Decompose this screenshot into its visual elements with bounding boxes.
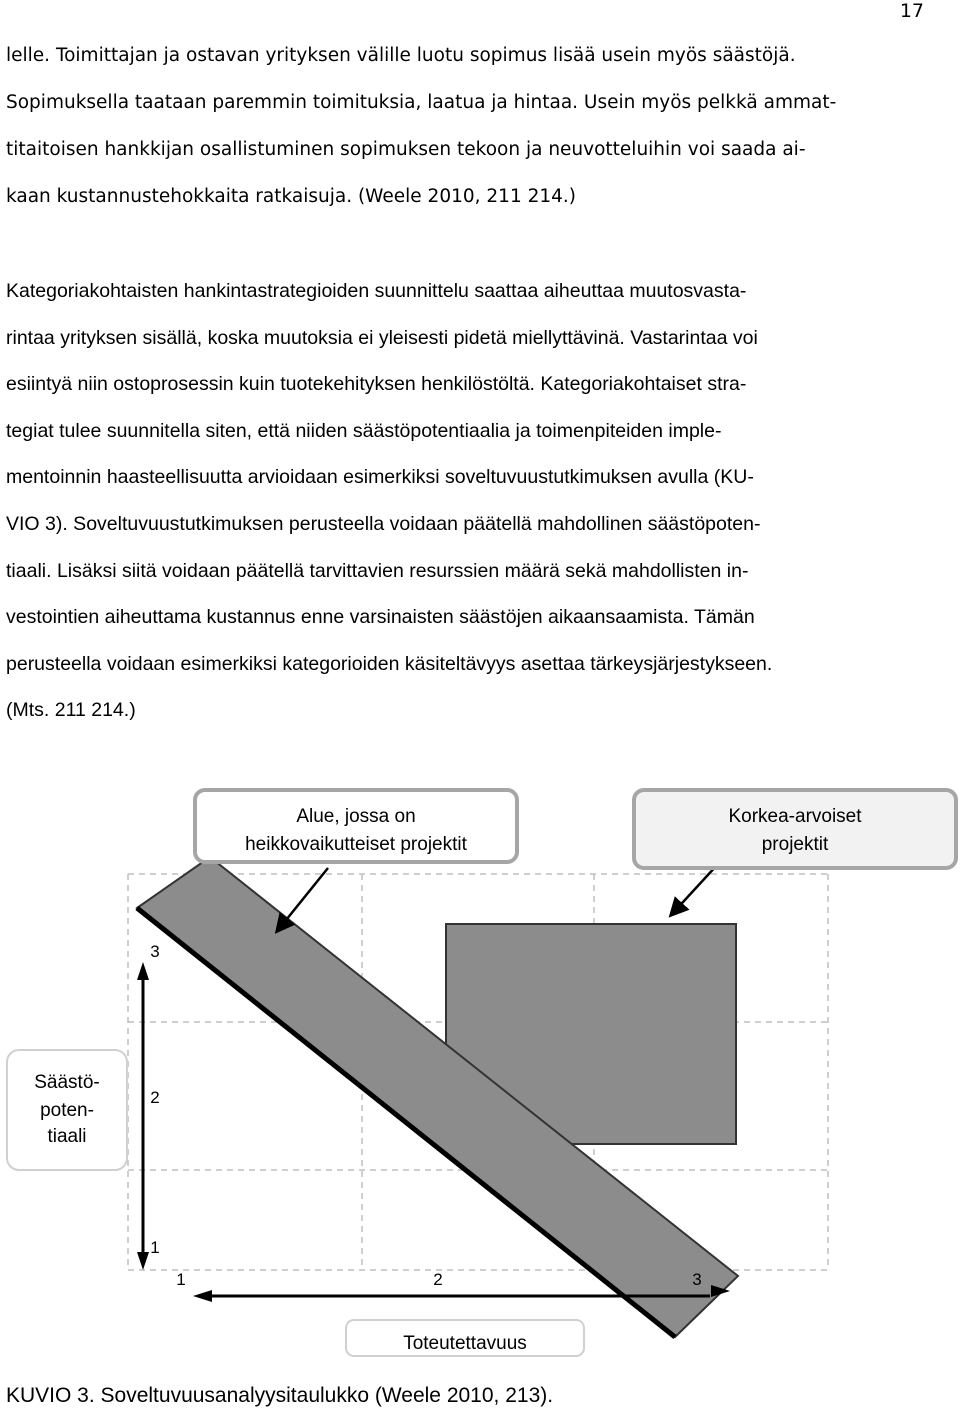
- text-line: lelle. Toimittajan ja ostavan yrityksen välille luotu sopimus lisää usein myös säästöjä.: [6, 45, 796, 66]
- callout-low-impact-line1: Alue, jossa on: [296, 806, 416, 827]
- figure-caption: KUVIO 3. Soveltuvuusanalyysitaulukko (Weele 2010, 213).: [6, 1384, 554, 1407]
- page-number: 17: [899, 0, 924, 22]
- x-tick-2: 2: [433, 1270, 443, 1289]
- callout-high-value-line2: projektit: [761, 834, 829, 855]
- text-line: kaan kustannustehokkaita ratkaisuja. (Weele 2010, 211 214.): [6, 186, 577, 207]
- y-tick-3: 3: [150, 942, 160, 961]
- x-tick-1: 1: [176, 1270, 186, 1289]
- feasibility-diagram: [0, 780, 960, 1380]
- text-line: tegiat tulee suunnitella siten, että niiden säästöpotentiaalia ja toimenpiteiden imple-: [6, 419, 722, 442]
- text-line: perusteella voidaan esimerkiksi kategorioiden käsiteltävyys asettaa tärkeysjärjestykseen.: [6, 652, 773, 675]
- text-line: Kategoriakohtaisten hankintastrategioiden suunnittelu saattaa aiheuttaa muutosvasta-: [6, 280, 747, 302]
- paragraph-1: [6, 36, 946, 224]
- x-tick-3: 3: [692, 1270, 702, 1289]
- y-axis-label-line1: Säästö-: [34, 1072, 100, 1093]
- text-line: (Mts. 211 214.): [6, 699, 136, 722]
- y-axis-label-line2: poten-: [40, 1100, 94, 1121]
- callout-low-impact-line2: heikkovaikutteiset projektit: [245, 834, 467, 855]
- callout-arrow-high-value: [672, 864, 718, 914]
- text-line: vestointien aiheuttama kustannus enne varsinaisten säästöjen aikaansaamista. Tämän: [6, 606, 755, 629]
- text-line: rintaa yrityksen sisällä, koska muutoksia ei yleisesti pidetä miellyttävinä. Vastarintaa voi: [6, 326, 758, 349]
- x-axis-arrowhead-left: [193, 1290, 212, 1302]
- y-tick-1: 1: [150, 1238, 160, 1257]
- callout-arrow-low-impact: [278, 868, 328, 930]
- text-line: titaitoisen hankkijan osallistuminen sopimuksen tekoon ja neuvotteluihin voi saada ai-: [6, 139, 806, 160]
- text-line: Sopimuksella taataan paremmin toimituksia, laatua ja hintaa. Usein myös pelkkä ammat-: [6, 92, 837, 113]
- text-line: esiintyä niin ostoprosessin kuin tuotekehityksen henkilöstöltä. Kategoriakohtaiset stra-: [6, 373, 747, 396]
- y-tick-2: 2: [150, 1088, 160, 1107]
- text-line: mentoinnin haasteellisuutta arvioidaan esimerkiksi soveltuvuustutkimuksen avulla (KU-: [6, 466, 754, 489]
- x-axis-label: Toteutettavuus: [403, 1333, 527, 1354]
- text-line: VIO 3). Soveltuvuustutkimuksen perusteella voidaan päätellä mahdollinen säästöpoten-: [6, 512, 761, 535]
- y-axis-arrowhead-bottom: [137, 1252, 149, 1270]
- callout-box-high-value: [634, 790, 956, 868]
- paragraph-2: [6, 268, 946, 734]
- text-line: tiaali. Lisäksi siitä voidaan päätellä tarvittavien resurssien määrä sekä mahdollisten in-: [6, 559, 749, 582]
- y-axis-label-line3: tiaali: [47, 1126, 87, 1147]
- callout-high-value-line1: Korkea-arvoiset: [728, 806, 862, 827]
